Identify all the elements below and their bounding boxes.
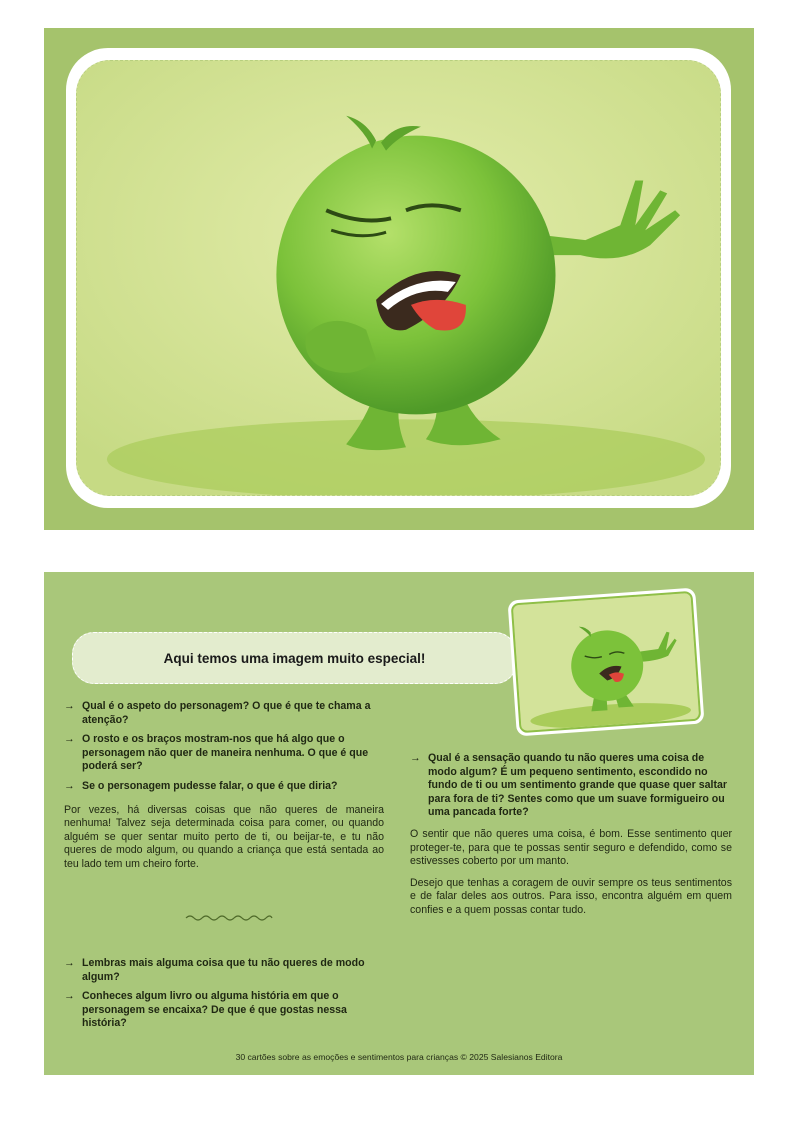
arrow-icon: → — [64, 990, 75, 1003]
question-text: Conheces algum livro ou alguma história em que o personagem se encaixa? De que é que gostas nessa história? — [82, 990, 347, 1030]
section-title: Aqui temos uma imagem muito especial! — [72, 632, 517, 684]
question-list-2 — [64, 957, 384, 1031]
body-paragraph: Desejo que tenhas a coragem de ouvir sempre os teus sentimentos e de falar deles aos outros. Para isso, encontra alguém em quem confies e a quem possas contar tudo. — [410, 876, 732, 916]
question-text: Qual é a sensação quando tu não queres uma coisa de modo algum? É um pequeno sentimento, escondido no fundo de ti ou um sentimento grande que quase quer saltar para fora de ti? Sentes como que um suave formigueiro ou uma pancada forte? — [428, 752, 728, 819]
question-text: Lembras mais alguma coisa que tu não queres de modo algum? — [82, 957, 365, 983]
arrow-icon: → — [64, 733, 75, 746]
question-item — [64, 733, 384, 774]
thumbnail-character-drawing — [513, 593, 699, 731]
question-text: Qual é o aspeto do personagem? O que é que te chama a atenção? — [82, 700, 371, 726]
footer-credit: 30 cartões sobre as emoções e sentimentos para crianças © 2025 Salesianos Editora — [235, 1052, 563, 1062]
question-item — [64, 957, 384, 984]
question-item — [64, 780, 384, 794]
body-paragraph: Por vezes, há diversas coisas que não queres de maneira nenhuma! Talvez seja determinada coisa para comer, ou quando alguém se quer sentar muito perto de ti, ou beijar-te, e tu não queres de modo algum, ou quando a criança que está sentada ao teu lado tem um cheiro forte. — [64, 803, 384, 870]
thumbnail-card — [507, 588, 704, 737]
left-column-bottom — [64, 957, 384, 1037]
disgusted-pea-character-drawing — [77, 61, 720, 495]
right-column — [410, 752, 732, 918]
arrow-icon: → — [64, 700, 75, 712]
divider-squiggle — [184, 912, 274, 924]
question-item — [410, 752, 732, 820]
thumbnail-illustration — [511, 591, 702, 733]
illustration-frame — [66, 48, 731, 508]
question-item — [64, 990, 384, 1031]
character-illustration — [76, 60, 721, 496]
question-list-right — [410, 752, 732, 820]
left-column — [64, 700, 384, 872]
arrow-icon: → — [64, 779, 75, 792]
question-text: O rosto e os braços mostram-nos que há algo que o personagem não quer de maneira nenhuma. O que é que poderá ser? — [82, 733, 369, 773]
arrow-icon: → — [64, 957, 75, 969]
arrow-icon: → — [410, 752, 421, 764]
illustration-card — [44, 28, 754, 530]
question-item — [64, 700, 384, 727]
question-list — [64, 700, 384, 794]
question-text: Se o personagem pudesse falar, o que é que diria? — [82, 779, 338, 792]
body-paragraph: O sentir que não queres uma coisa, é bom. Esse sentimento quer proteger-te, para que te possas sentir seguro e defendido, como se estivesses coberto por um manto. — [410, 827, 732, 868]
activity-card — [44, 572, 754, 1075]
